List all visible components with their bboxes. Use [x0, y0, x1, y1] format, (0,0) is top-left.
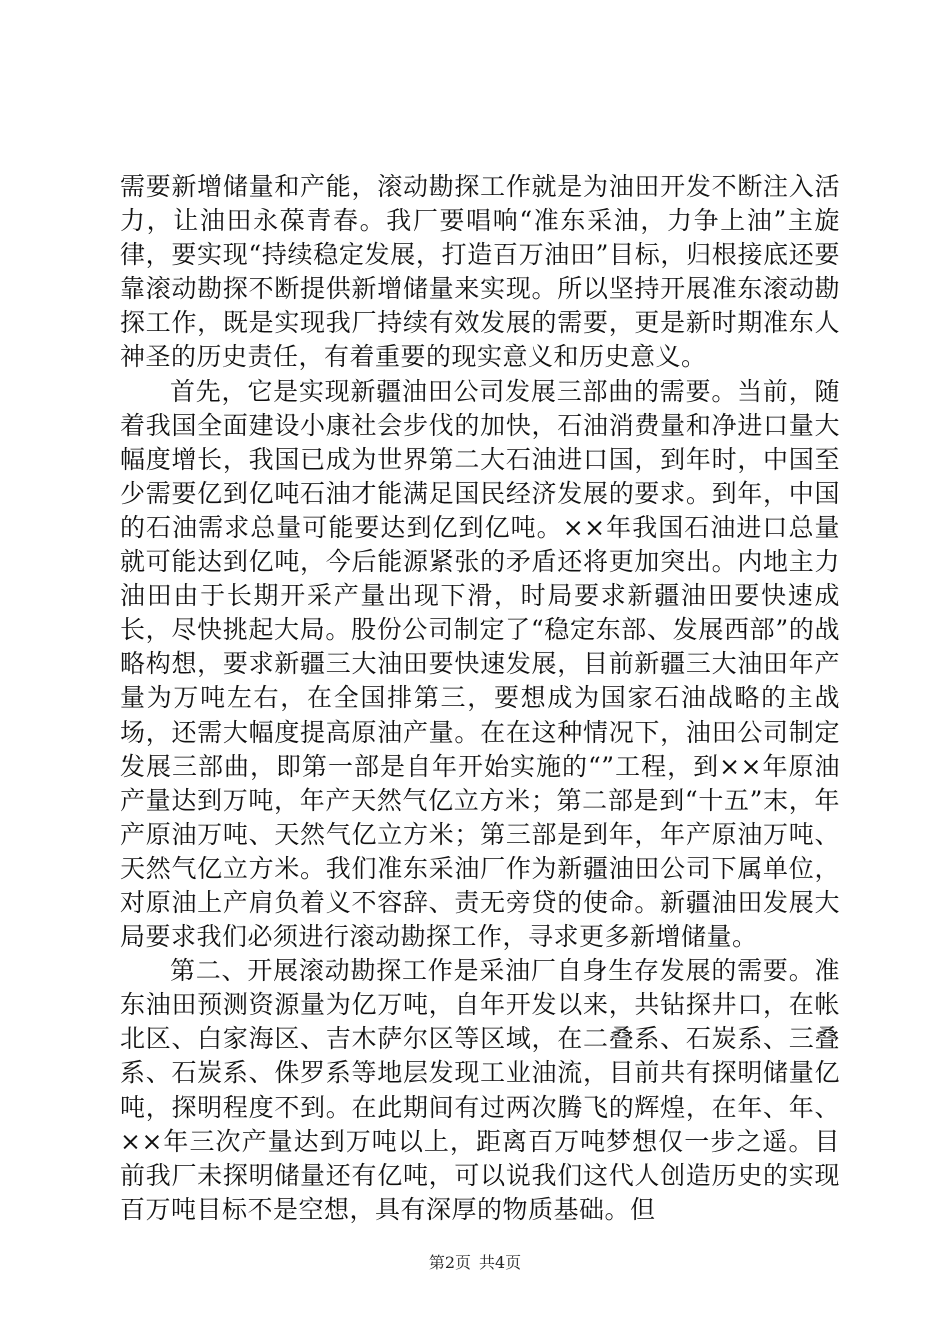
document-body [120, 170, 840, 1227]
paragraph-3: 第二、开展滚动勘探工作是采油厂自身生存发展的需要。准东油田预测资源量为亿万吨，自年开发以来，共钻探井口，在帐北区、白家海区、吉木萨尔区等区域，在二叠系、石炭系、三叠系、石炭系、侏罗系等地层发现工业油流，目前共有探明储量亿吨，探明程度不到。在此期间有过两次腾飞的辉煌，在年、年、××年三次产量达到万吨以上，距离百万吨梦想仅一步之遥。目前我厂未探明储量还有亿吨，可以说我们这代人创造历史的实现百万吨目标不是空想，具有深厚的物质基础。但 [120, 956, 840, 1224]
paragraph-2: 首先，它是实现新疆油田公司发展三部曲的需要。当前，随着我国全面建设小康社会步伐的加快，石油消费量和净进口量大幅度增长，我国已成为世界第二大石油进口国，到年时，中国至少需要亿到亿吨石油才能满足国民经济发展的要求。到年，中国的石油需求总量可能要达到亿到亿吨。××年我国石油进口总量就可能达到亿吨，今后能源紧张的矛盾还将更加突出。内地主力油田由于长期开采产量出现下滑，时局要求新疆油田要快速成长，尽快挑起大局。股份公司制定了“稳定东部、发展西部”的战略构想，要求新疆三大油田要快速发展，目前新疆三大油田年产量为万吨左右，在全国排第三，要想成为国家石油战略的主战场，还需大幅度提高原油产量。在在这种情况下，油田公司制定发展三部曲，即第一部是自年开始实施的“”工程，到××年原油产量达到万吨，年产天然气亿立方米；第二部是到“十五”末，年产原油万吨、天然气亿立方米；第三部是到年，年产原油万吨、天然气亿立方米。我们准东采油厂作为新疆油田公司下属单位，对原油上产肩负着义不容辞、责无旁贷的使命。新疆油田发展大局要求我们必须进行滚动勘探工作，寻求更多新增储量。 [120, 376, 840, 952]
paragraph-1: 需要新增储量和产能，滚动勘探工作就是为油田开发不断注入活力，让油田永葆青春。我厂要唱响“准东采油，力争上油”主旋律，要实现“持续稳定发展，打造百万油田”目标，归根接底还要靠滚动勘探不断提供新增储量来实现。所以坚持开展准东滚动勘探工作，既是实现我厂持续有效发展的需要，更是新时期准东人神圣的历史责任，有着重要的现实意义和历史意义。 [120, 172, 840, 372]
page-number: 第2页 [428, 1253, 471, 1272]
page-total: 共4页 [479, 1253, 522, 1272]
page-footer [0, 1253, 950, 1273]
